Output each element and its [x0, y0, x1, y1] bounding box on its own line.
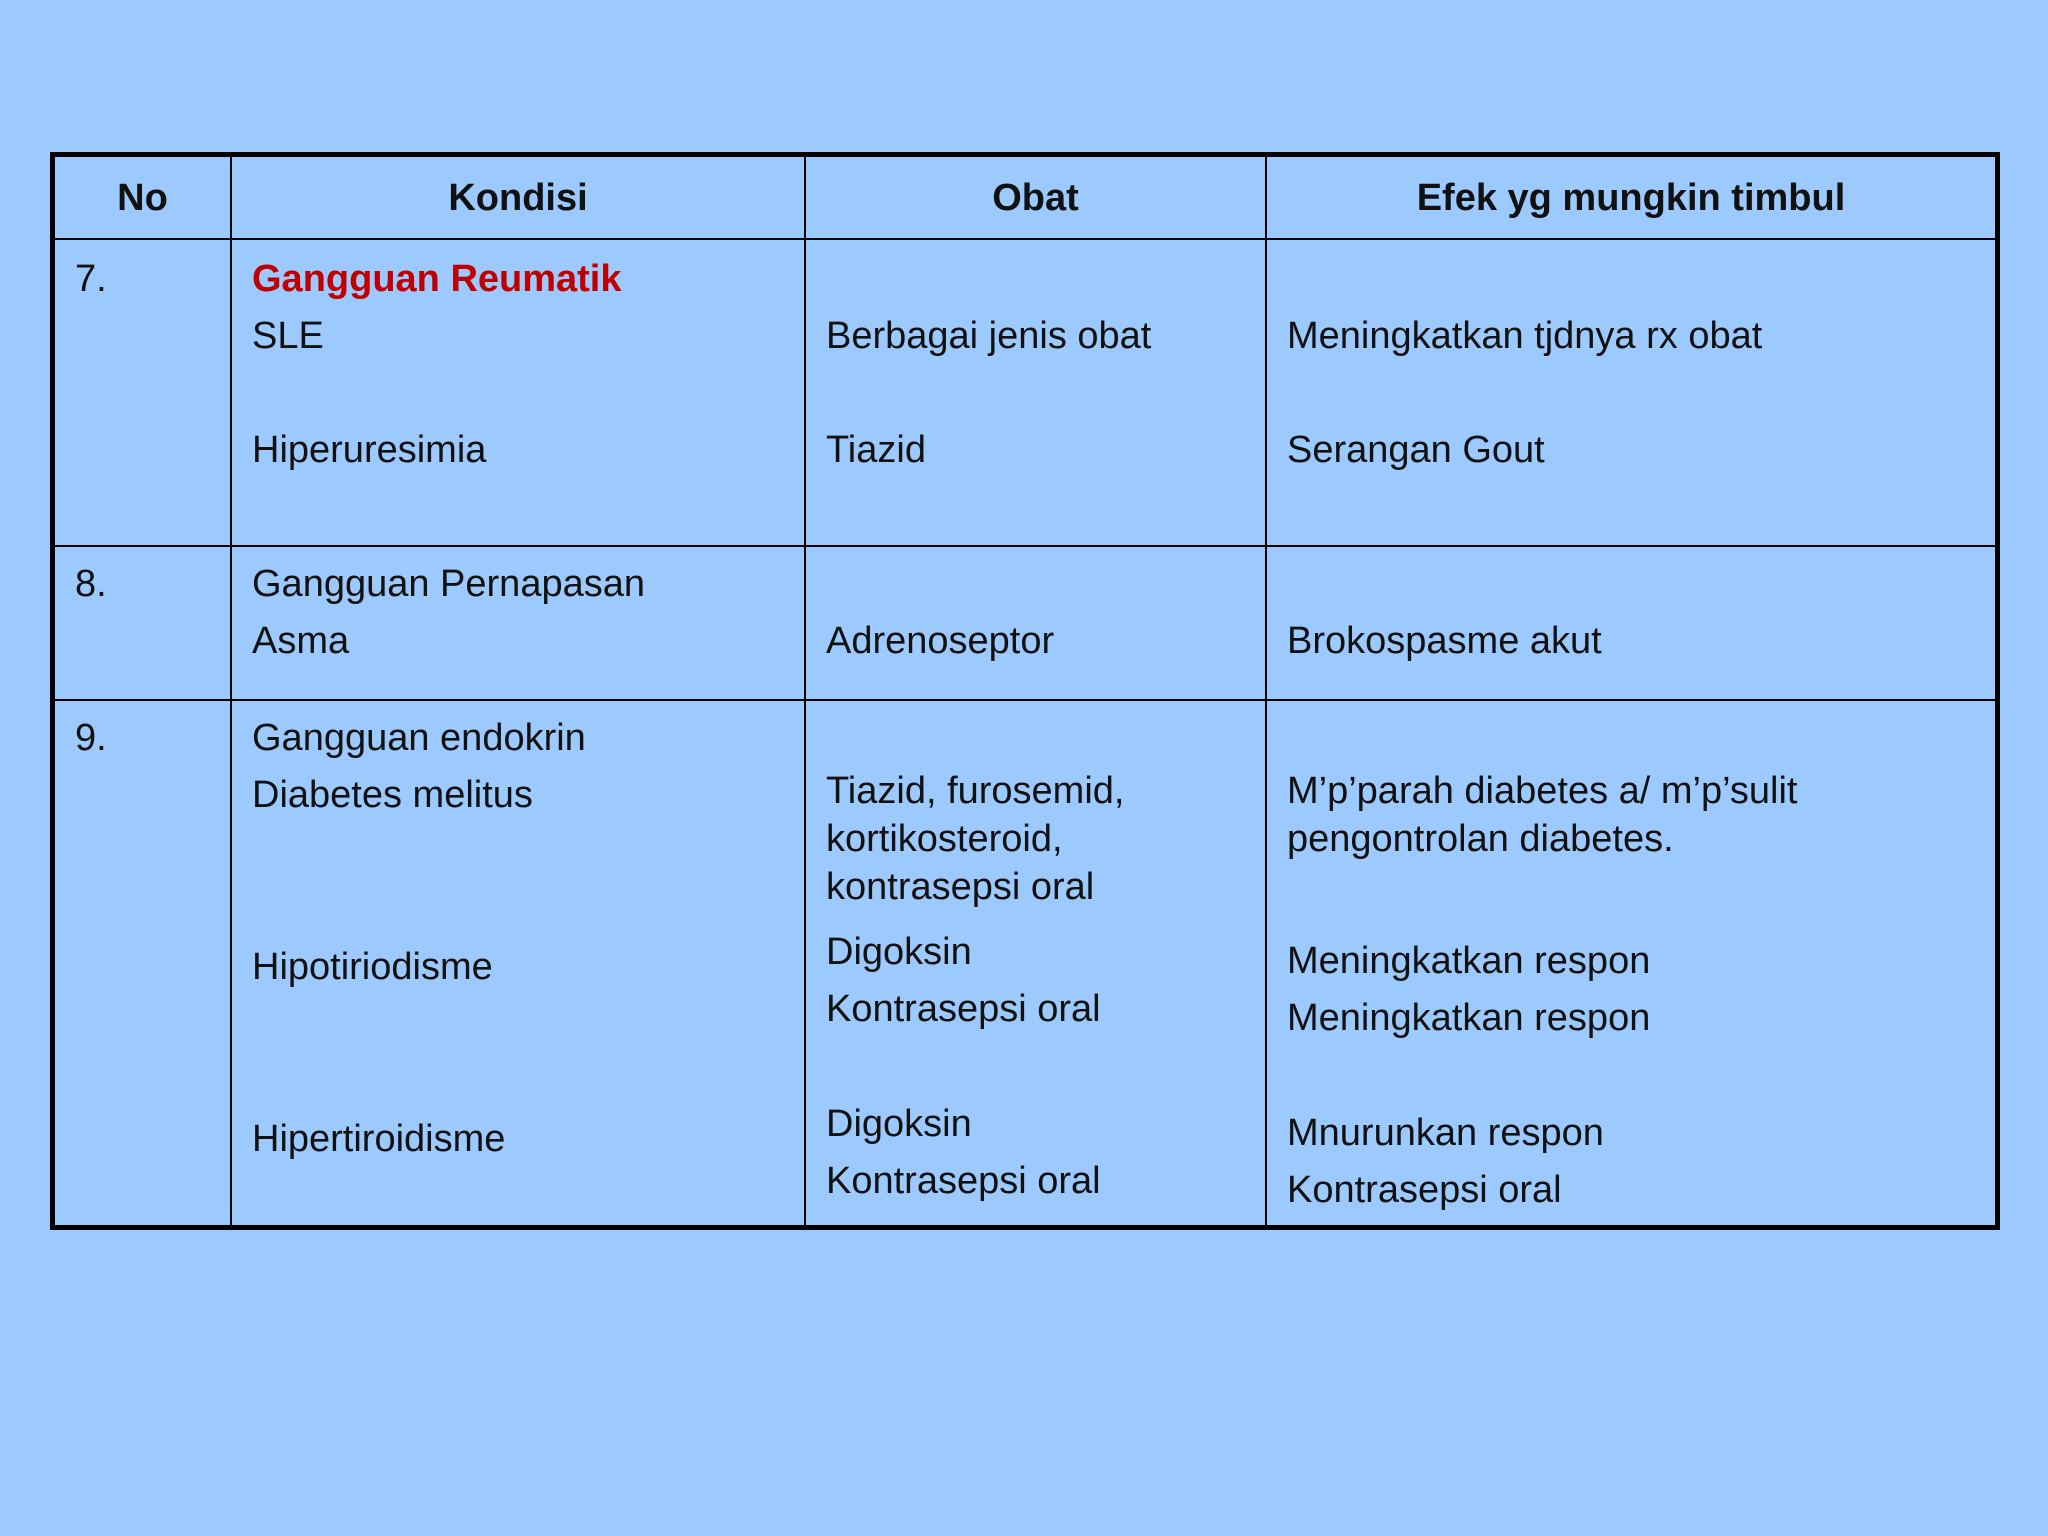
row-8-no: 8. [75, 563, 107, 605]
row-7-efek-1: Meningkatkan tjdnya rx obat [1287, 315, 1763, 357]
header-efek: Efek yg mungkin timbul [1267, 157, 1995, 240]
row-9-efek-2: Meningkatkan respon [1287, 940, 1651, 982]
row-8-kondisi-cell [232, 547, 806, 701]
row-9-obat-4: Digoksin [826, 1103, 972, 1145]
drug-condition-table [50, 152, 2000, 1230]
row-9-obat-2: Digoksin [826, 931, 972, 973]
row-7-efek-cell [1267, 240, 1995, 547]
row-7-no-cell [55, 240, 232, 547]
header-no: No [55, 157, 232, 240]
row-9-obat-1: Tiazid, furosemid, kortikosteroid, kontrasepsi oral [826, 770, 1125, 908]
row-7-kondisi-title: Gangguan Reumatik [252, 258, 622, 300]
row-9-kondisi-hipertiroidisme: Hipertiroidisme [252, 1118, 506, 1160]
row-8-efek-cell [1267, 547, 1995, 701]
row-9-obat-3: Kontrasepsi oral [826, 988, 1101, 1030]
row-9-efek-cell [1267, 701, 1995, 1225]
row-9-no: 9. [75, 717, 107, 759]
row-7-kondisi-sle: SLE [252, 315, 324, 357]
row-9-obat-cell [806, 701, 1267, 1225]
row-9-kondisi-cell [232, 701, 806, 1225]
row-7-kondisi-hiperuresimia: Hiperuresimia [252, 429, 487, 471]
row-8-kondisi-asma: Asma [252, 620, 350, 662]
row-9-kondisi-diabetes: Diabetes melitus [252, 774, 533, 816]
row-7-no: 7. [75, 258, 107, 300]
row-9-kondisi-hipotiriodisme: Hipotiriodisme [252, 946, 493, 988]
row-9-obat-5: Kontrasepsi oral [826, 1160, 1101, 1202]
row-8-obat-cell [806, 547, 1267, 701]
row-7-obat-2: Tiazid [826, 429, 926, 471]
row-8-efek-1: Brokospasme akut [1287, 620, 1602, 662]
row-8-no-cell [55, 547, 232, 701]
row-9-no-cell [55, 701, 232, 1225]
row-9-kondisi-title: Gangguan endokrin [252, 717, 586, 759]
header-kondisi: Kondisi [232, 157, 806, 240]
row-8-obat-1: Adrenoseptor [826, 620, 1055, 662]
row-9-efek-1: M’p’parah diabetes a/ m’p’sulit pengontrolan diabetes. [1287, 770, 1798, 860]
row-8-kondisi-title: Gangguan Pernapasan [252, 563, 645, 605]
row-9-efek-3: Meningkatkan respon [1287, 997, 1651, 1039]
row-7-kondisi-cell [232, 240, 806, 547]
row-7-efek-2: Serangan Gout [1287, 429, 1545, 471]
row-9-efek-5: Kontrasepsi oral [1287, 1169, 1562, 1211]
row-7-obat-1: Berbagai jenis obat [826, 315, 1152, 357]
row-9-efek-4: Mnurunkan respon [1287, 1112, 1604, 1154]
row-7-obat-cell [806, 240, 1267, 547]
header-obat: Obat [806, 157, 1267, 240]
